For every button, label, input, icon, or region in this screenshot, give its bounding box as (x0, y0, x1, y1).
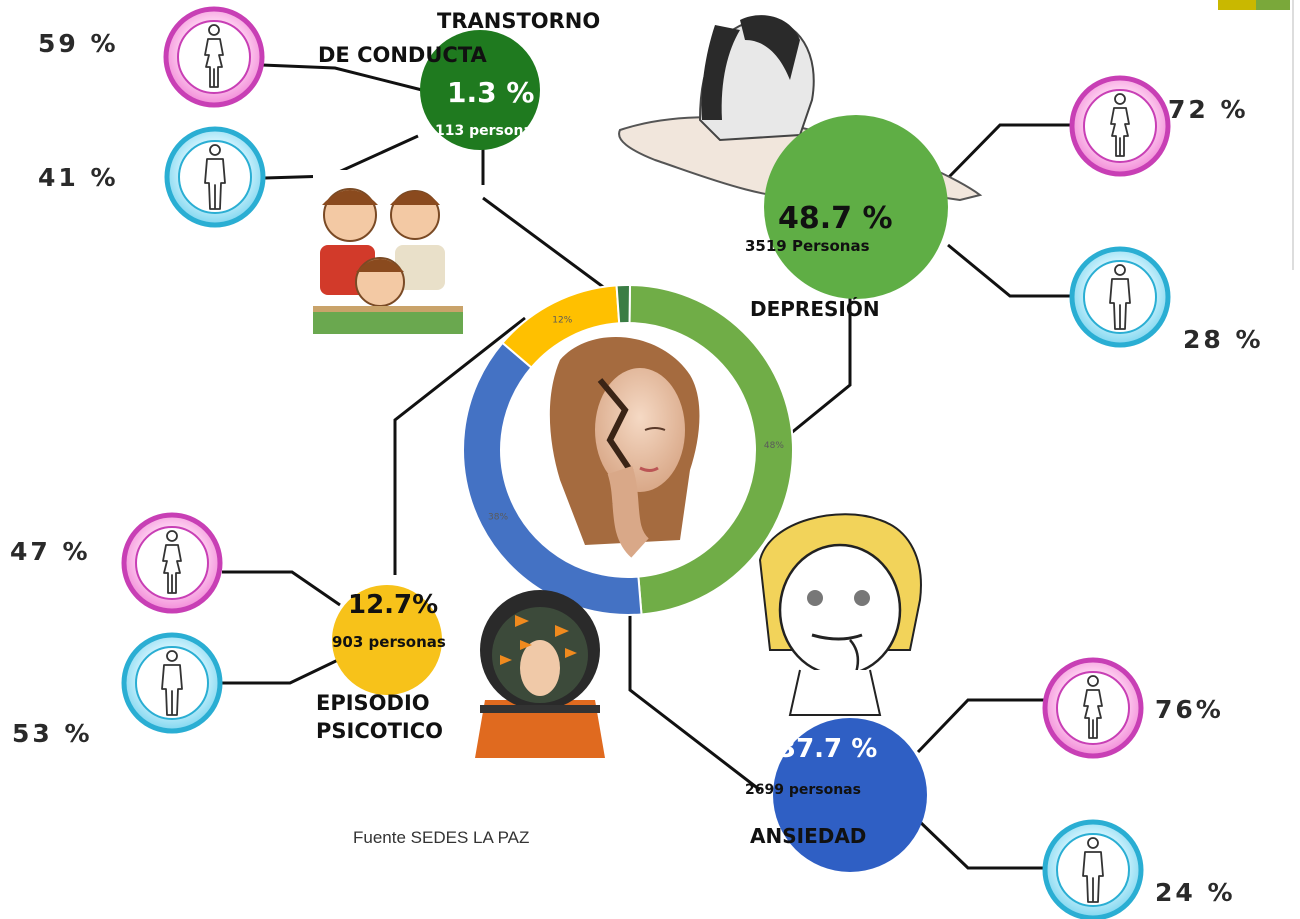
ansiedad-male-icon (1045, 822, 1141, 918)
psicotico-title-line2: PSICOTICO (316, 719, 443, 743)
conducta-male-icon (167, 129, 263, 225)
donut-slice-label: 38% (488, 512, 509, 523)
depresion-female-percent: 72 % (1168, 95, 1249, 124)
source-note: Fuente SEDES LA PAZ (353, 828, 530, 847)
conducta-female-percent: 59 % (38, 29, 119, 58)
psicotico-male-icon (124, 635, 220, 731)
category-ansiedad (745, 514, 927, 872)
donut-slice-conducta (617, 285, 630, 323)
fishbowl-woman-illustration (475, 590, 605, 758)
category-conducta (313, 9, 600, 338)
ansiedad-female-icon (1045, 660, 1141, 756)
central-face-illustration (516, 337, 740, 562)
category-psicotico (316, 585, 605, 758)
conducta-title-line1: TRANSTORNO (437, 9, 601, 33)
psicotico-percent: 12.7% (348, 590, 439, 620)
ansiedad-count: 2699 personas (745, 782, 861, 798)
psicotico-title-line1: EPISODIO (316, 691, 430, 715)
ansiedad-male-percent: 24 % (1155, 878, 1236, 907)
anxious-woman-illustration (760, 514, 921, 715)
corner-decoration (1256, 0, 1290, 10)
conducta-male-percent: 41 % (38, 163, 119, 192)
depresion-percent: 48.7 % (778, 201, 893, 236)
depresion-male-icon (1072, 249, 1168, 345)
corner-decoration (1218, 0, 1256, 10)
depresion-title: DEPRESIÓN (750, 297, 880, 321)
psicotico-female-percent: 47 % (10, 537, 91, 566)
depresion-male-percent: 28 % (1183, 325, 1264, 354)
conducta-female-icon (166, 9, 262, 105)
conducta-title-line2: DE CONDUCTA (318, 43, 487, 67)
psicotico-count: 903 personas (332, 633, 446, 651)
donut-slice-label: 12% (552, 315, 573, 326)
psicotico-male-percent: 53 % (12, 719, 93, 748)
ansiedad-title: ANSIEDAD (750, 824, 867, 848)
depresion-female-icon (1072, 78, 1168, 174)
donut-slice-label: 48% (763, 440, 784, 451)
ansiedad-percent: 37.7 % (778, 734, 878, 764)
category-depresion (619, 15, 980, 321)
depresion-count: 3519 Personas (745, 237, 870, 255)
ansiedad-female-percent: 76% (1155, 695, 1224, 724)
conducta-percent: 1.3 % (447, 76, 535, 109)
psicotico-female-icon (124, 515, 220, 611)
children-illustration (313, 170, 463, 338)
conducta-count: 113 personas (435, 123, 542, 139)
